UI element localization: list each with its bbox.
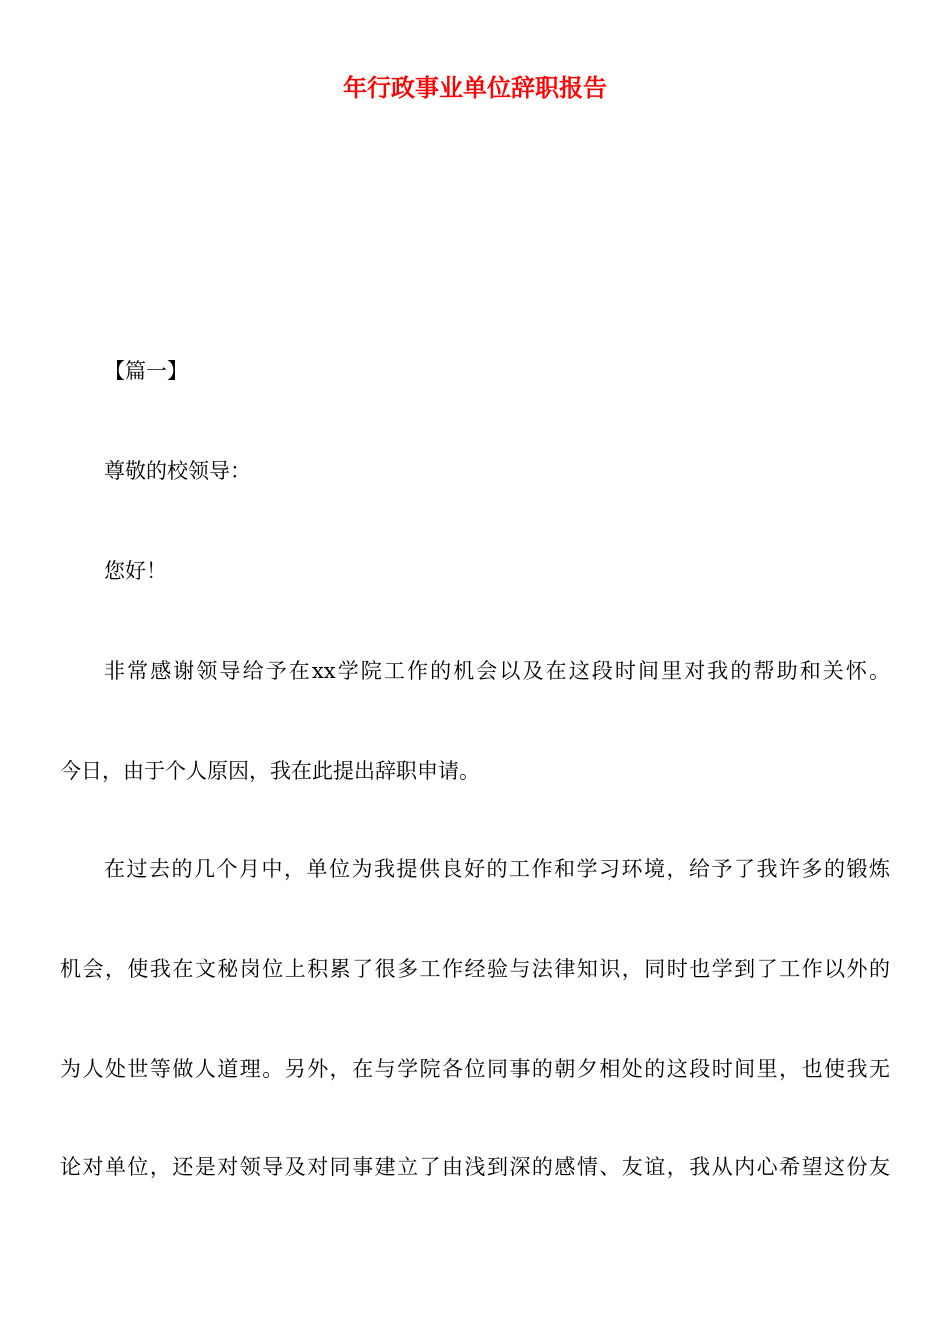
paragraph-line: 机会，使我在文秘岗位上积累了很多工作经验与法律知识，同时也学到了工作以外的 <box>60 957 890 981</box>
paragraph-line: 论对单位，还是对领导及对同事建立了由浅到深的感情、友谊，我从内心希望这份友 <box>60 1155 890 1179</box>
paragraph-line: 非常感谢领导给予在xx学院工作的机会以及在这段时间里对我的帮助和关怀。 <box>104 659 890 683</box>
salutation: 尊敬的校领导： <box>104 459 251 483</box>
document-title: 年行政事业单位辞职报告 <box>343 74 607 102</box>
paragraph-line: 今日，由于个人原因，我在此提出辞职申请。 <box>60 759 480 783</box>
paragraph-line: 在过去的几个月中，单位为我提供良好的工作和学习环境，给予了我许多的锻炼 <box>104 857 890 881</box>
section-heading: 【篇一】 <box>104 359 188 383</box>
greeting: 您好！ <box>104 559 167 583</box>
paragraph-line: 为人处世等做人道理。另外，在与学院各位同事的朝夕相处的这段时间里，也使我无 <box>60 1057 890 1081</box>
